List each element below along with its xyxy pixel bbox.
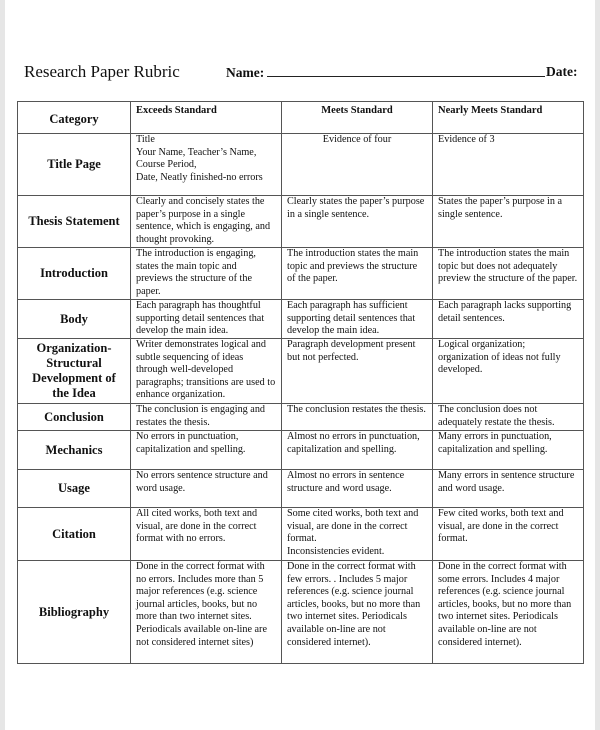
meets-cell: Almost no errors in sentence structure and word usage. xyxy=(282,470,433,508)
meets-cell: Evidence of four xyxy=(282,134,433,196)
meets-cell: The conclusion restates the thesis. xyxy=(282,404,433,431)
date-label: Date: xyxy=(546,64,578,79)
nearly-cell: Many errors in sentence structure and word usage. xyxy=(433,470,584,508)
page-edge-right xyxy=(595,0,600,730)
rubric-table xyxy=(17,101,584,664)
exceeds-cell: No errors in punctuation, capitalization and spelling. xyxy=(131,431,282,470)
page-edge-left xyxy=(0,0,5,730)
table-row xyxy=(18,300,584,339)
category-cell: Bibliography xyxy=(18,561,131,664)
nearly-cell: Many errors in punctuation, capitalization and spelling. xyxy=(433,431,584,470)
meets-cell: The introduction states the main topic and previews the structure of the paper. xyxy=(282,248,433,300)
meets-cell: Some cited works, both text and visual, are done in the correct format. Inconsistencies evident. xyxy=(282,508,433,561)
exceeds-cell: Each paragraph has thoughtful supporting detail sentences that develop the main idea. xyxy=(131,300,282,339)
exceeds-cell: No errors sentence structure and word usage. xyxy=(131,470,282,508)
nearly-cell: States the paper’s purpose in a single sentence. xyxy=(433,196,584,248)
exceeds-cell: Done in the correct format with no errors. Includes more than 5 major references (e.g. science journal articles, books, but no more than two internet sites. Periodicals available on-line are not considered internet sites) xyxy=(131,561,282,664)
meets-cell: Almost no errors in punctuation, capitalization and spelling. xyxy=(282,431,433,470)
meets-cell: Done in the correct format with few errors. . Includes 5 major references (e.g. science journal articles, books, but no more than two internet sites. Periodicals available on-line are not considered internet). xyxy=(282,561,433,664)
exceeds-cell: The introduction is engaging, states the main topic and previews the structure of the paper. xyxy=(131,248,282,300)
name-blank-line xyxy=(267,64,545,77)
table-row xyxy=(18,248,584,300)
nearly-cell: The conclusion does not adequately restate the thesis. xyxy=(433,404,584,431)
category-cell: Body xyxy=(18,300,131,339)
table-row xyxy=(18,561,584,664)
exceeds-cell: Title Your Name, Teacher’s Name, Course Period, Date, Neatly finished-no errors xyxy=(131,134,282,196)
column-header-meets: Meets Standard xyxy=(282,102,433,134)
nearly-cell: Few cited works, both text and visual, are done in the correct format. xyxy=(433,508,584,561)
column-header-category: Category xyxy=(18,102,131,134)
column-header-exceeds: Exceeds Standard xyxy=(131,102,282,134)
category-cell: Thesis Statement xyxy=(18,196,131,248)
exceeds-cell: All cited works, both text and visual, are done in the correct format with no errors. xyxy=(131,508,282,561)
category-cell: Introduction xyxy=(18,248,131,300)
nearly-cell: The introduction states the main topic but does not adequately preview the structure of the paper. xyxy=(433,248,584,300)
table-row xyxy=(18,470,584,508)
category-cell: Organization-Structural Development of the Idea xyxy=(18,339,131,404)
nearly-cell: Each paragraph lacks supporting detail sentences. xyxy=(433,300,584,339)
name-field xyxy=(226,64,548,81)
table-row xyxy=(18,196,584,248)
meets-cell: Paragraph development present but not perfected. xyxy=(282,339,433,404)
name-label: Name: xyxy=(226,65,265,80)
exceeds-cell: Writer demonstrates logical and subtle sequencing of ideas through well-developed paragraphs; transitions are used to enhance organization. xyxy=(131,339,282,404)
table-row xyxy=(18,404,584,431)
category-cell: Citation xyxy=(18,508,131,561)
column-header-nearly: Nearly Meets Standard xyxy=(433,102,584,134)
table-row xyxy=(18,431,584,470)
table-row xyxy=(18,339,584,404)
table-header-row xyxy=(18,102,584,134)
table-row xyxy=(18,508,584,561)
category-cell: Title Page xyxy=(18,134,131,196)
meets-cell: Each paragraph has sufficient supporting detail sentences that develop the main idea. xyxy=(282,300,433,339)
table-row xyxy=(18,134,584,196)
category-cell: Usage xyxy=(18,470,131,508)
nearly-cell: Evidence of 3 xyxy=(433,134,584,196)
nearly-cell: Logical organization; organization of ideas not fully developed. xyxy=(433,339,584,404)
exceeds-cell: Clearly and concisely states the paper’s purpose in a single sentence, which is engaging, and thought provoking. xyxy=(131,196,282,248)
category-cell: Mechanics xyxy=(18,431,131,470)
meets-cell: Clearly states the paper’s purpose in a single sentence. xyxy=(282,196,433,248)
document-title: Research Paper Rubric xyxy=(24,62,180,81)
exceeds-cell: The conclusion is engaging and restates the thesis. xyxy=(131,404,282,431)
category-cell: Conclusion xyxy=(18,404,131,431)
nearly-cell: Done in the correct format with some errors. Includes 4 major references (e.g. science journal articles, books, but no more than two internet sites. Periodicals available on-line are not considered internet). xyxy=(433,561,584,664)
